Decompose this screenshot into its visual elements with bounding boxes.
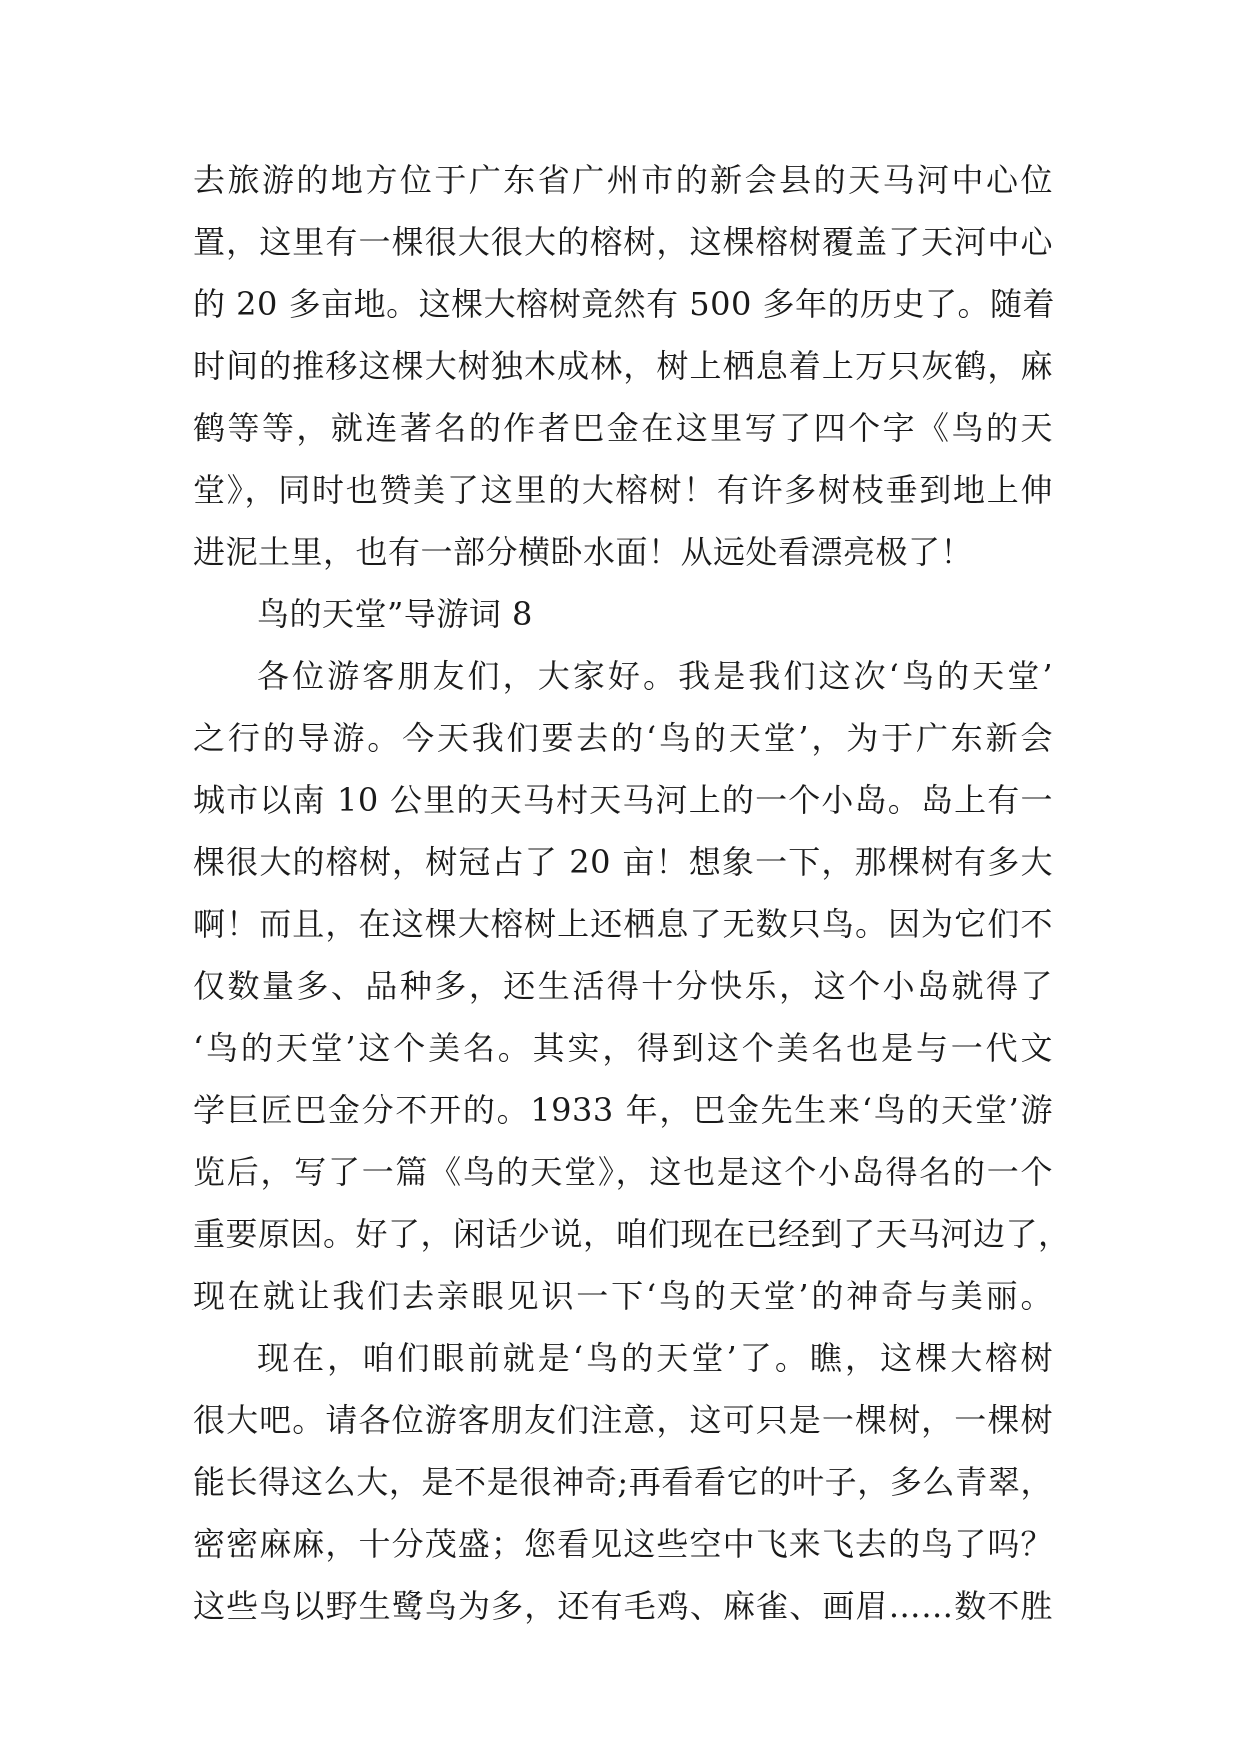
- text-line: 鹤等等，就连著名的作者巴金在这里写了四个字《鸟的天: [193, 409, 1053, 447]
- text-line: 这些鸟以野生鹭鸟为多，还有毛鸡、麻雀、画眉……数不胜: [193, 1587, 1053, 1625]
- text-line: 现在就让我们去亲眼见识一下‘鸟的天堂’的神奇与美丽。: [193, 1277, 1053, 1315]
- text-line: 堂》，同时也赞美了这里的大榕树！有许多树枝垂到地上伸: [193, 471, 1053, 509]
- text-line: 棵很大的榕树，树冠占了 20 亩！想象一下，那棵树有多大: [193, 843, 1053, 881]
- text-line: 去旅游的地方位于广东省广州市的新会县的天马河中心位: [193, 161, 1053, 199]
- text-line: 各位游客朋友们，大家好。我是我们这次‘鸟的天堂’: [257, 657, 1053, 695]
- text-line: 现在，咱们眼前就是‘鸟的天堂’了。瞧，这棵大榕树: [257, 1339, 1053, 1377]
- text-line: 城市以南 10 公里的天马村天马河上的一个小岛。岛上有一: [193, 781, 1053, 819]
- text-line: 啊！而且，在这棵大榕树上还栖息了无数只鸟。因为它们不: [193, 905, 1053, 943]
- text-line: 时间的推移这棵大树独木成林，树上栖息着上万只灰鹤，麻: [193, 347, 1053, 385]
- section-heading: 鸟的天堂”导游词 8: [257, 595, 533, 633]
- text-line: 进泥土里，也有一部分横卧水面！从远处看漂亮极了！: [193, 533, 974, 571]
- text-line: 仅数量多、品种多，还生活得十分快乐，这个小岛就得了: [193, 967, 1053, 1005]
- text-line: 密密麻麻，十分茂盛；您看见这些空中飞来飞去的鸟了吗？: [193, 1525, 1053, 1563]
- text-line: 览后，写了一篇《鸟的天堂》，这也是这个小岛得名的一个: [193, 1153, 1053, 1191]
- text-line: 置，这里有一棵很大很大的榕树，这棵榕树覆盖了天河中心: [193, 223, 1053, 261]
- text-line: ‘鸟的天堂’这个美名。其实，得到这个美名也是与一代文: [193, 1029, 1053, 1067]
- text-line: 重要原因。好了，闲话少说，咱们现在已经到了天马河边了，: [193, 1215, 1071, 1253]
- text-line: 学巨匠巴金分不开的。1933 年，巴金先生来‘鸟的天堂’游: [193, 1091, 1053, 1129]
- text-line: 之行的导游。今天我们要去的‘鸟的天堂’，为于广东新会: [193, 719, 1053, 757]
- text-line: 很大吧。请各位游客朋友们注意，这可只是一棵树，一棵树: [193, 1401, 1053, 1439]
- text-line: 的 20 多亩地。这棵大榕树竟然有 500 多年的历史了。随着: [193, 285, 1055, 323]
- text-line: 能长得这么大，是不是很神奇;再看看它的叶子，多么青翠，: [193, 1463, 1053, 1501]
